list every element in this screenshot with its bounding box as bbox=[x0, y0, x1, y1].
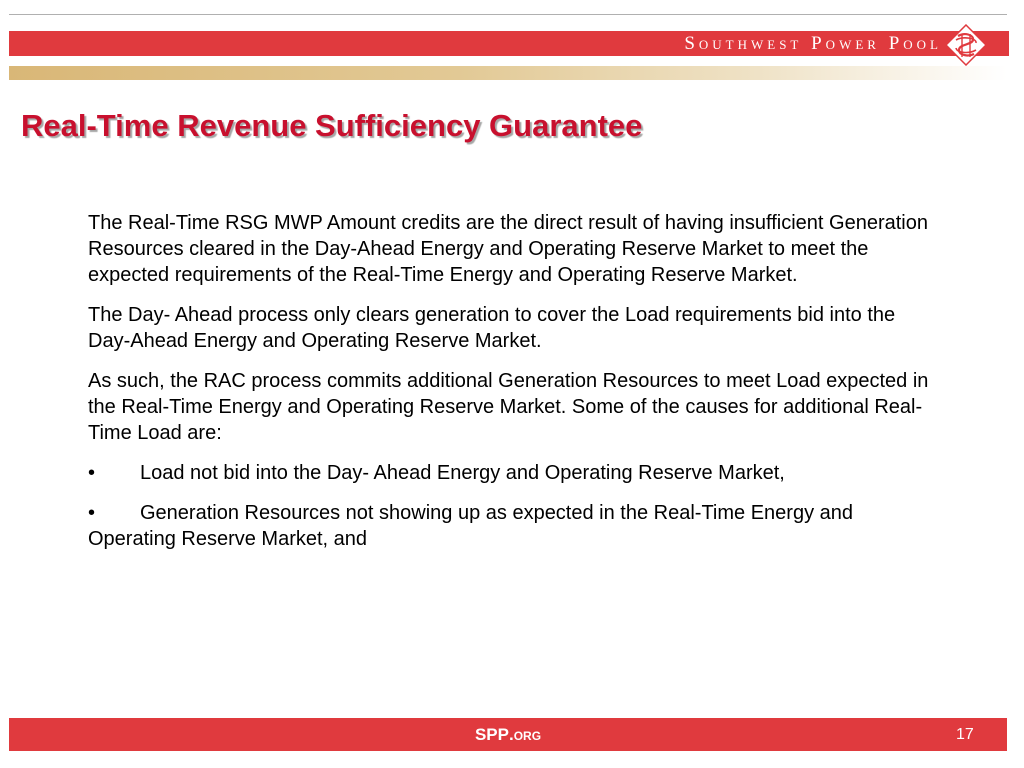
page-number: 17 bbox=[956, 726, 974, 743]
top-divider bbox=[9, 14, 1007, 15]
bullet-item-2 bbox=[88, 500, 938, 552]
slide-title: Real-Time Revenue Sufficiency Guarantee bbox=[21, 108, 643, 143]
bullet-marker: • bbox=[88, 462, 96, 484]
organization-name: Southwest Power Pool bbox=[684, 33, 942, 54]
spp-logo-icon bbox=[945, 24, 987, 66]
bullet-item-1 bbox=[88, 460, 938, 486]
slide-body bbox=[88, 210, 938, 566]
footer-website bbox=[0, 718, 1016, 751]
bullet-text: Generation Resources not showing up as expected in the Real-Time Energy and Operating Reserve Market, and bbox=[88, 502, 853, 550]
bullet-marker: • bbox=[88, 502, 96, 524]
paragraph-1: The Real-Time RSG MWP Amount credits are the direct result of having insufficient Generation Resources cleared in the Day-Ahead Energy and Operating Reserve Market to meet the expected requirements of the Real-Time Energy and Operating Reserve Market. bbox=[88, 212, 928, 286]
paragraph-2: The Day- Ahead process only clears generation to cover the Load requirements bid into the Day-Ahead Energy and Operating Reserve Market. bbox=[88, 304, 896, 352]
bullet-text: Load not bid into the Day- Ahead Energy and Operating Reserve Market, bbox=[140, 462, 785, 484]
footer-site-suffix: .org bbox=[508, 725, 542, 744]
header-gold-band bbox=[9, 66, 1007, 80]
paragraph-3: As such, the RAC process commits additional Generation Resources to meet Load expected in the Real-Time Energy and Operating Reserve Market. Some of the causes for additional Real-Time Load are: bbox=[88, 370, 929, 444]
footer-site-prefix: SPP bbox=[474, 725, 509, 744]
